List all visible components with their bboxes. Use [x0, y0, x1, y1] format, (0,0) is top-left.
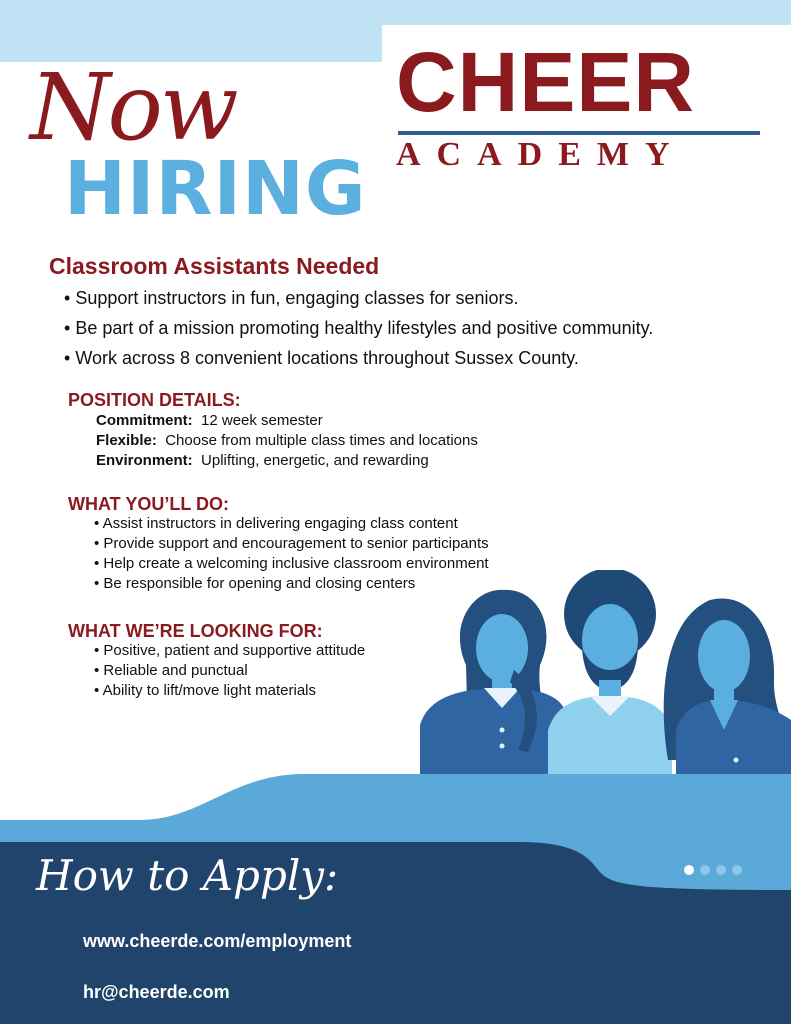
hiring-heading: HIRING	[64, 146, 367, 232]
duty-item: • Provide support and encouragement to senior participants	[94, 534, 489, 554]
now-script-heading: Now	[30, 54, 236, 161]
detail-value: Choose from multiple class times and locations	[165, 432, 478, 449]
detail-value: Uplifting, energetic, and rewarding	[201, 452, 429, 469]
duty-item: • Help create a welcoming inclusive classroom environment	[94, 554, 489, 574]
intro-bullet: • Support instructors in fun, engaging classes for seniors.	[64, 283, 653, 313]
detail-row	[96, 411, 478, 431]
pager-dot	[732, 865, 742, 875]
woman-right-figure	[664, 598, 791, 780]
woman-left-figure	[420, 590, 568, 780]
intro-bullets	[64, 283, 653, 373]
pager-dot	[684, 865, 694, 875]
detail-label: Flexible:	[96, 432, 157, 449]
looking-for-heading: WHAT WE’RE LOOKING FOR:	[68, 621, 323, 641]
position-details-heading: POSITION DETAILS:	[68, 390, 241, 410]
man-center-figure	[548, 570, 672, 780]
email-link[interactable]: hr@cheerde.com	[83, 982, 230, 1002]
logo-cheer: CHEER	[396, 35, 696, 129]
detail-row	[96, 431, 478, 451]
intro-bullet: • Work across 8 convenient locations throughout Sussex County.	[64, 343, 653, 373]
duty-item: • Assist instructors in delivering engaging class content	[94, 514, 489, 534]
how-to-apply-heading: How to Apply:	[36, 851, 339, 900]
pager-dot	[700, 865, 710, 875]
detail-label: Commitment:	[96, 412, 193, 429]
staff-illustration	[418, 570, 791, 780]
detail-label: Environment:	[96, 452, 193, 469]
requirement-item: • Reliable and punctual	[94, 661, 365, 681]
detail-value: 12 week semester	[201, 412, 323, 429]
classroom-assistants-heading: Classroom Assistants Needed	[49, 253, 380, 279]
logo-underline	[398, 131, 760, 135]
detail-row	[96, 451, 478, 471]
intro-bullet: • Be part of a mission promoting healthy lifestyles and positive community.	[64, 313, 653, 343]
position-details	[96, 411, 478, 471]
duty-item: • Be responsible for opening and closing centers	[94, 574, 489, 594]
what-youll-do-heading: WHAT YOU’LL DO:	[68, 494, 229, 514]
requirement-item: • Positive, patient and supportive attitude	[94, 641, 365, 661]
pager-dots	[684, 862, 748, 874]
requirement-item: • Ability to lift/move light materials	[94, 681, 365, 701]
looking-for-list	[94, 641, 365, 701]
pager-dot	[716, 865, 726, 875]
website-link[interactable]: www.cheerde.com/employment	[83, 931, 352, 951]
logo-academy: ACADEMY	[396, 136, 686, 173]
